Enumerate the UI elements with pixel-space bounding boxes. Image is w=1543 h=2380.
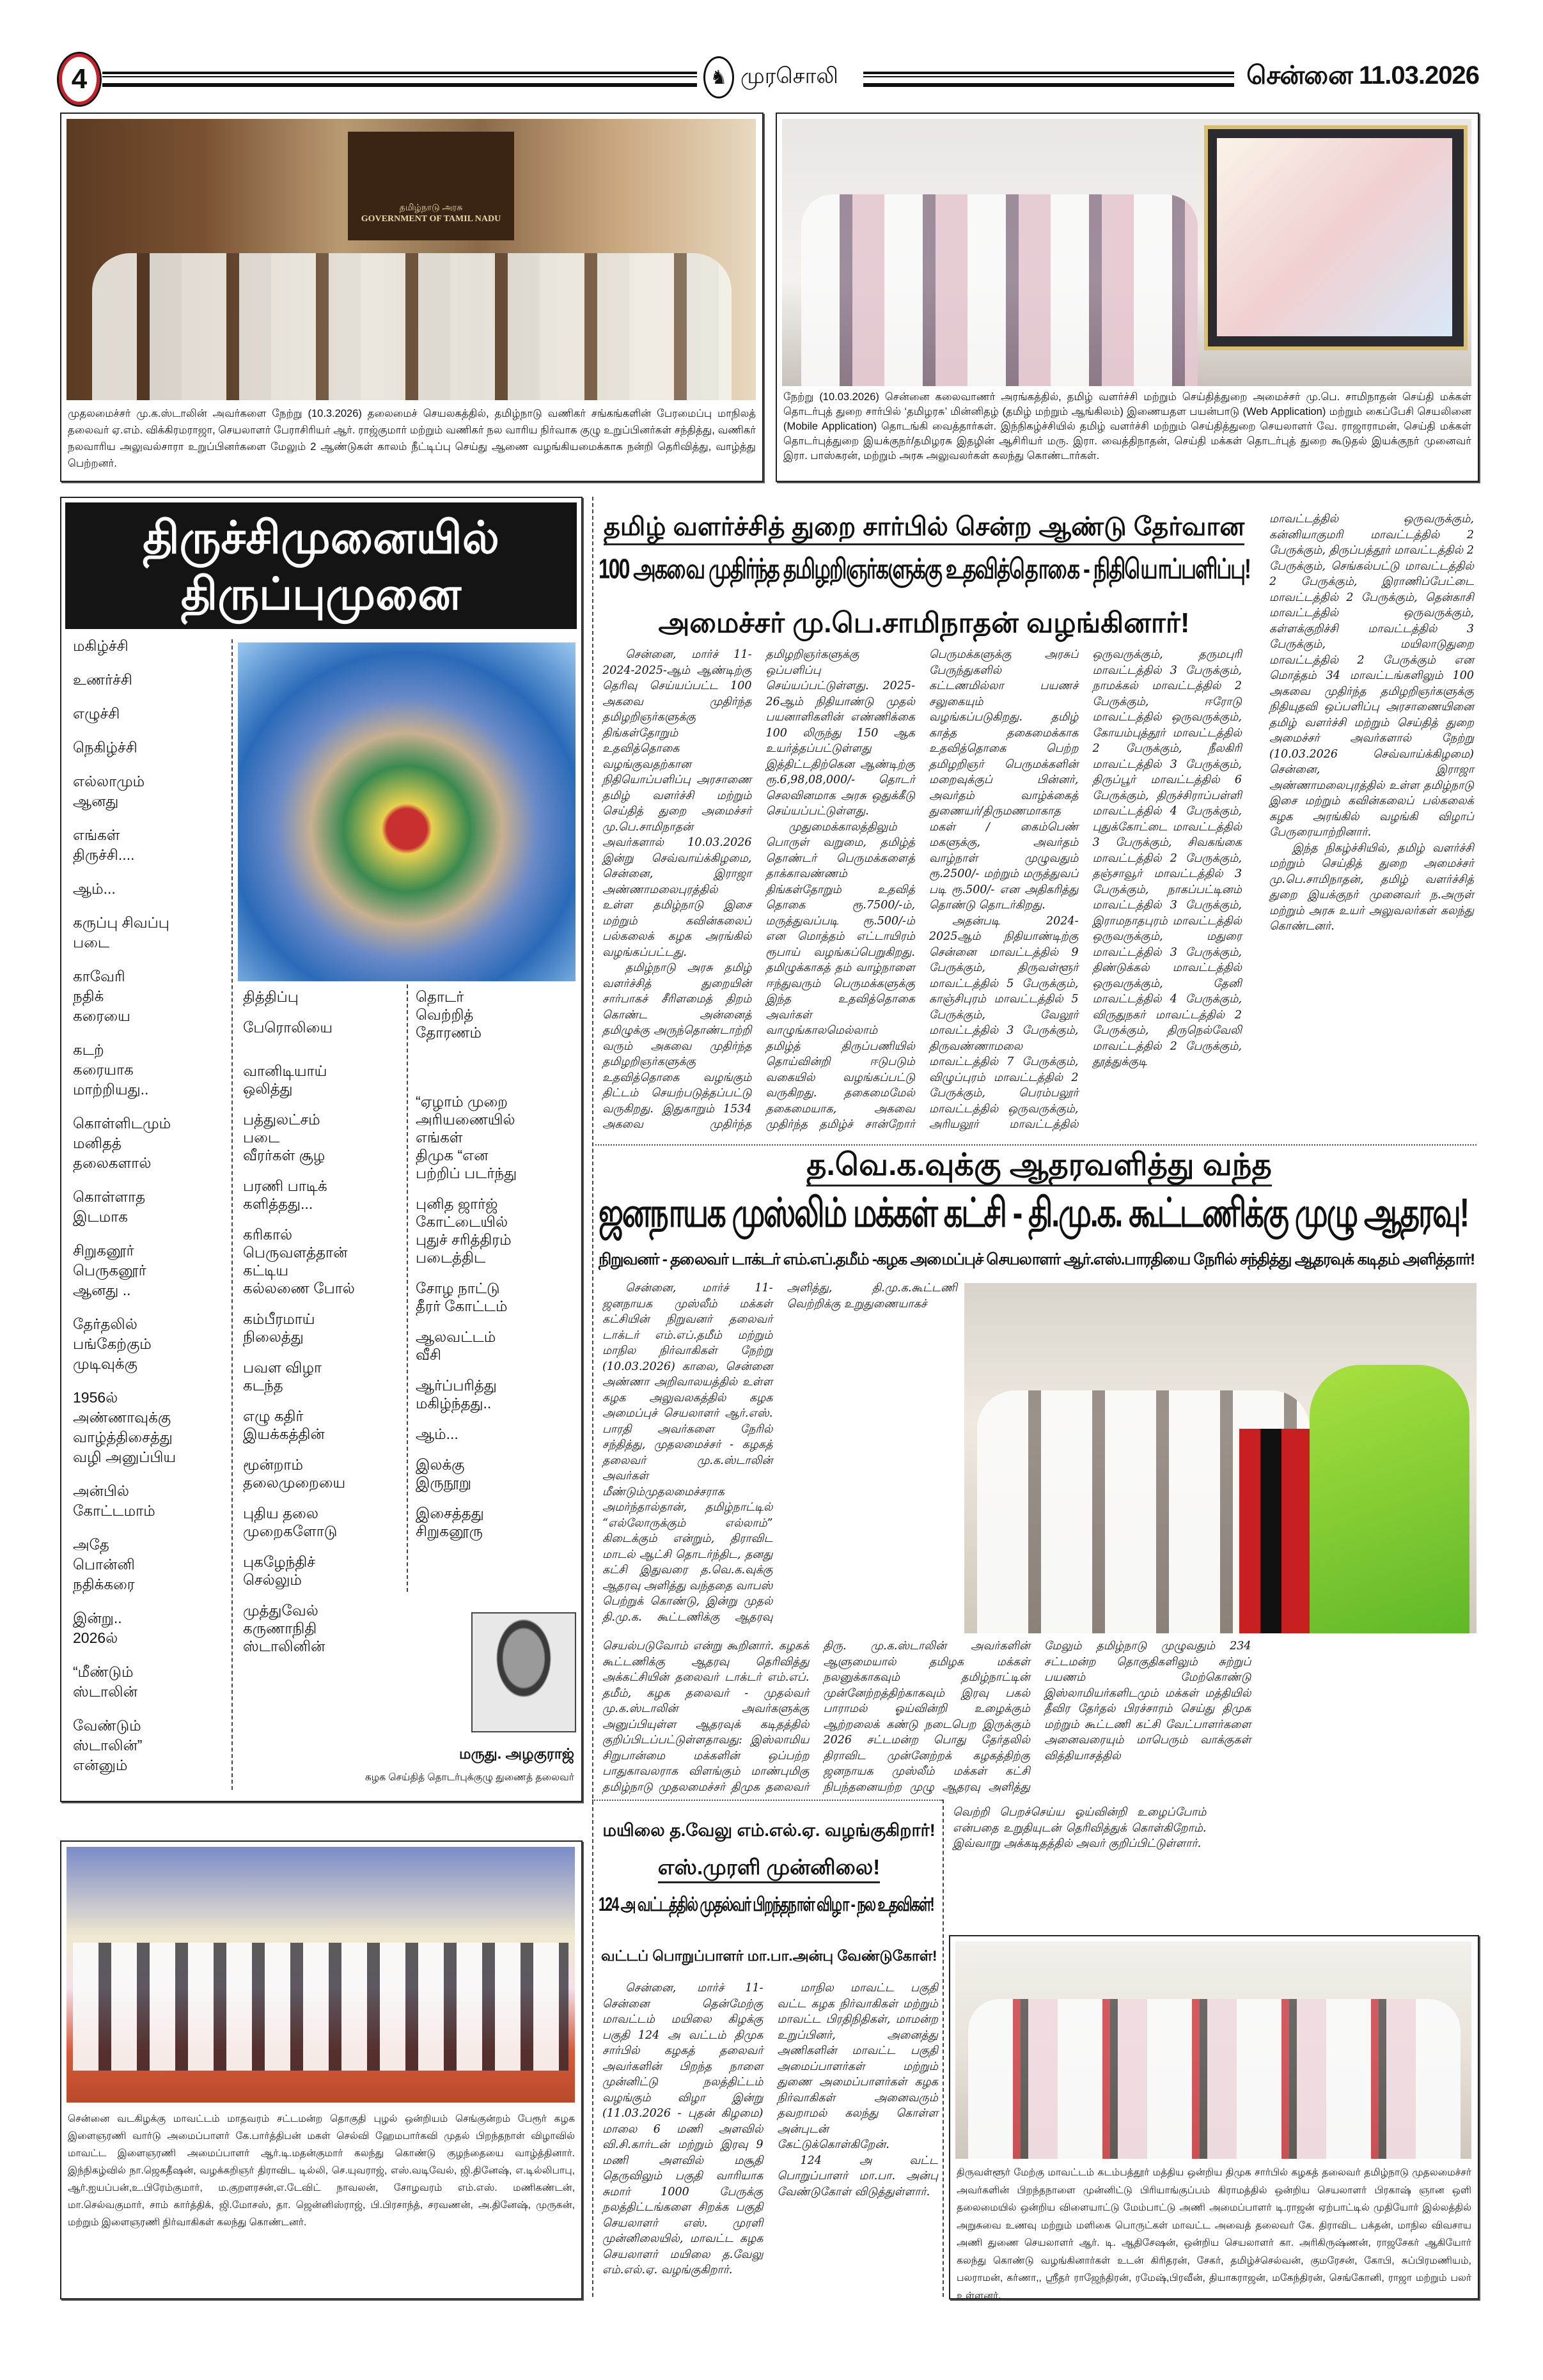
- poem-stanza: புகழேந்திச் செல்லும்: [243, 1553, 316, 1588]
- article1-headline: 100 அகவை முதிர்ந்த தமிழறிஞர்களுக்கு உதவித்தொகை - நிதியொப்பளிப்பு!: [599, 553, 1250, 584]
- article1-kicker: [601, 511, 1247, 543]
- poem-stanza: மூன்றாம் தலைமுறையை: [243, 1456, 346, 1491]
- poem-stanza: ஆர்ப்பரித்து மகிழ்ந்தது..: [416, 1377, 497, 1412]
- poem-stanza: ஆலவட்டம் வீசி: [416, 1328, 496, 1363]
- poem-divider-2: [407, 984, 408, 1592]
- photo-caption: நேற்று (10.03.2026) சென்னை கலைவாணர் அரங்கத்தில், தமிழ் வளர்ச்சி மற்றும் செய்தித்துறை அமைச்சர் மு.பெ. சாமிநாதன் செய்தி மக்கள் தொடர்புத் துறை சார்பில் ‘தமிழரசு’ மின்னிதழ் (தமிழ் மற்றும் ஆங்கிலம்) இணையதள பயன்பாடு (Web Application) மற்றும் கைப்பேசி செயலினை (Mobile Application) தொடங்கி வைத்தார்கள். இந்நிகழ்ச்சியில் தமிழ் வளர்ச்சி மற்றும் செய்தித்துறை செயலாளர் வே. ராஜாராமன், செய்தி மக்கள் தொடர்புத்துறை இயக்குநர்/தமிழரசு இதழின் ஆசிரியர் மரு. இரா. வைத்திநாதன், செய்தி மக்கள் தொடர்புத் துறை கூடுதல் இயக்குநர் முனைவர் இரா. பாஸ்கரன், மற்றும் அரசு அலுவலர்கள் கலந்து கொண்டார்கள்.: [783, 391, 1471, 462]
- page-number: 4: [59, 54, 100, 105]
- photo-support-letter-handover: [964, 1283, 1476, 1633]
- drum-emblem-icon: ♞: [703, 56, 734, 98]
- masthead-logo: [703, 56, 838, 98]
- photo-caption: சென்னை வடகிழக்கு மாவட்டம் மாதவரம் சட்டமன்ற தொகுதி புழல் ஒன்றியம் செங்குன்றம் பேரூர் கழக இளைஞரணி வார்டு அமைப்பாளர் கே.பார்த்திபன் மகள் செல்வி ஹேமபார்கவி முதல் பிறந்தநாள் விழாவில் மாவட்ட இளைஞரணி அமைப்பாளர் ஆர்.டி.மதன்குமார் கலந்து கொண்டு குழந்தையை வாழ்த்தினார். இந்நிகழ்வில் நா.ஜெகதீஷன், வழக்கறிஞர் திராவிட டில்லி, செ.யுவராஜ், எஸ்.வடிவேல், ஜி.தினேஷ், எ.டில்லிபாபு, ஆர்.ஐயப்பன்,உ.பிரேம்குமார், ம.குறளரசன்,எ.டேவிட் நாவலன், சோழவரம் எம்.எஸ். மணிகண்டன், மா.செல்வகுமார், சாம் கார்த்திக், ஜி.மோசஸ், தா. ஜென்னிஸ்ராஜ், பி.பிரசாந்த், சரவணன், அ.தினேஷ், முருகன், மற்றும் இளைஞரணி நிர்வாகிகள் கலந்து கொண்டனர்.: [68, 2113, 575, 2228]
- poem-stanza: கடற் கரையாக மாற்றியது..: [73, 1041, 149, 1098]
- poem-stanza: சிறுகனூர் பெருகனூர் ஆனது ..: [73, 1242, 146, 1298]
- author-photo: [471, 1612, 576, 1732]
- poem-stanza: கொள்ளிடமும் மனிதத் தலைகளால்: [73, 1115, 171, 1171]
- author-title: கழக செய்தித் தொடர்புக்குழு துணைத் தலைவர்: [364, 1772, 574, 1783]
- article2-body-middle: [602, 1638, 1472, 1795]
- photo-oldage-home-distribution: [955, 1941, 1471, 2159]
- poem-title-line2: திருப்புமுனை: [180, 569, 462, 619]
- article1-side-column: [1269, 511, 1474, 1138]
- photo-cm-meeting: [67, 119, 756, 400]
- poem-stanza: பேரொலியை: [243, 1019, 333, 1036]
- poem-stanza: மகிழ்ச்சி: [73, 637, 129, 654]
- paragraph: தமிழ்நாடு அரசு தமிழ் வளர்ச்சித் துறையின் சார்பாகச் சீரிளமைத் திறம் கொண்ட அன்னைத் தமிழுக்கு அருந்தொண்டாற்றி வரும் அகவை முதிர்ந்த தமிழறிஞர்களுக்கு உதவித்தொகை வழங்கும் திட்டம் செயற்படுத்தப்பட்டு வருகிறது. இதுகாறும் 1534 அகவை முதிர்ந்த தமிழறிஞர்களுக்கு ஒப்பளிப்பு செய்யப்பட்டுள்ளது. 2025-26ஆம் நிதியாண்டு முதல் பயனாளிகளின் எண்ணிக்கை 100 லிருந்து 150 ஆக உயர்த்தப்பட்டுள்ளது இத்திட்டதிற்கென ஆண்டிற்கு ரூ.6,98,08,000/- தொடர் செலவினமாக அரசு ஒதுக்கீடு செய்யப்பட்டுள்ளது.: [602, 648, 915, 1131]
- article1-kicker-text: தமிழ் வளர்ச்சித் துறை சார்பில் சென்ற ஆண்டு தேர்வான: [604, 513, 1244, 545]
- photo-caption: திருவள்ளூர் மேற்கு மாவட்டம் கடம்பத்தூர் மத்திய ஒன்றிய திமுக சார்பில் கழகத் தலைவர் தமிழ்நாடு முதலமைச்சர் அவர்களின் பிறந்தநாளை முன்னிட்டு பிரியாங்குப்பம் கிராமத்தில் ஒன்றிய செயலாளர் பிரகாஷ் ஞான ஒளி தலைமையில் ஒன்றிய விளையாட்டு மேம்பாட்டு அணி அமைப்பாளர் டி.ராஜன் ஏற்பாட்டில் முதியோர் இல்லத்தில் அறுசுவை உணவு மற்றும் மளிகை பொருட்கள் மாவட்ட அவைத் தலைவர் கே. திராவிட பக்தன், மாநில விவசாய அணி துணை செயலாளர் ஆர். டி. ஆதிசேஷன், ஒன்றிய செயலாளர் கா. அரிகிருஷ்ணன், ராஜசேகர் ஆகியோர் கலந்து கொண்டு வழங்கினார்கள் உடன் கிரிதரன், சேகர், தமிழ்ச்செல்வன், குமரேசன், கோபி, சுப்பிரமணியம், பலராமன், கர்ணா,, ஸ்ரீதர் ராஜேந்திரன், ரமேஷ்,பிரவீன், தியாகராஜன், மகேந்திரன், செங்கோனி, ராஜா மற்றும் பலர் உள்ளனர்.: [957, 2167, 1471, 2301]
- paragraph: 124 அ வட்ட பொறுப்பாளர் மா.பா. அன்பு வேண்டுகோள் விடுத்துள்ளார்.: [777, 2154, 938, 2198]
- photo-box-cm-meeting: [60, 113, 764, 482]
- poem-stanza: எல்லாமும் ஆனது: [73, 773, 145, 809]
- poem-stanza: பவள விழா கடந்த: [243, 1359, 322, 1394]
- author-name: மருது. அழகுராஜ்: [458, 1745, 574, 1762]
- poem-column-c: [416, 988, 576, 1553]
- paragraph: முதுமைக்காலத்திலும் பொருள் வறுமை, தமிழ்த் தொண்டர் பெருமக்களைத் தாக்காவண்ணம் திங்கள்தோறும் உதவித் தொகை ரூ.7500/-ம், மருத்துவப்படி ரூ.500/-ம் என மொத்தம் எட்டாயிரம் ரூபாய் வழங்கப்பெறுகிறது. தமிழுக்காகத் தம் வாழ்நாளை ஈந்துவரும் பெருமக்களுக்கு இந்த உதவித்தொகை அவர்கள் வாழுங்காலமெல்லாம் தமிழ்த் திருப்பணியில் தொய்வின்றி ஈடுபடும் வகையில் வழங்கப்பட்டு வருகிறது. தகைமைமேல் தகைமையாக, அகவை முதிர்ந்த தமிழ்ச் சான்றோர் பெருமக்களுக்கு அரசுப் பேருந்துகளில் கட்டணமில்லா பயணச் சலுகையும் வழங்கப்படுகிறது. தமிழ் காத்த தகைமைக்காக உதவித்தொகை பெற்ற தமிழறிஞர் பெருமக்களின் மறைவுக்குப் பின்னர், அவர்தம் வாழ்க்கைத் துணையர்/திருமணமாகாத மகள் / கைம்பெண் மகளுக்கு, அவர்தம் வாழ்நாள் முழுவதும் ரூ.2500/- மற்றும் மருத்துவப் படி ரூ.500/- என அதிகரித்து தொண்டு தொடர்கிறது.: [765, 648, 1079, 1131]
- poem-title-line1: திருச்சிமுனையில்: [143, 513, 499, 563]
- article3-body: [602, 1980, 938, 2294]
- poem-column-b: [243, 988, 403, 1668]
- article3-headline: 124 அ வட்டத்தில் முதல்வர் பிறந்தநாள் விழா - நல உதவிகள்!: [599, 1894, 934, 1915]
- poem-stanza: கம்பீரமாய் நிலைத்து: [243, 1311, 315, 1345]
- poem-stanza: 1956ல் அண்ணாவுக்கு வாழ்த்திசைத்து வழி அனுப்பிய: [73, 1389, 176, 1465]
- article3-kicker2-text: எஸ்.முரளி முன்னிலை!: [658, 1855, 880, 1883]
- poem-stanza: காவேரி நதிக் கரையை: [73, 968, 130, 1024]
- poem-stanza: தேர்தலில் பங்கேற்கும் முடிவுக்கு: [73, 1316, 152, 1372]
- poem-divider: [231, 639, 233, 1790]
- photo-caption: முதலமைச்சர் மு.க.ஸ்டாலின் அவர்களை நேற்று (10.3.2026) தலைமைச் செயலகத்தில், தமிழ்நாடு வணிகர் சங்கங்களின் பேரமைப்பு மாநிலத் தலைவர் ஏ.எம். விக்கிரமராஜா, செயலாளர் பேராசிரியர் ஆர். ராஜ்குமார் மற்றும் வணிகர் நல வாரிய நிர்வாக குழு உறுப்பினர்கள் சந்தித்து, வணிகர் நலவாரிய அலுவல்சாரா உறுப்பினர்களை மேலும் 2 ஆண்டுகள் காலம் நீட்டிப்பு செய்து ஆணை வழங்கியமைக்காக நன்றி தெரிவித்து, வாழ்த்து பெற்றனர்.: [68, 408, 756, 469]
- poem-stanza: ஆம்...: [416, 1426, 458, 1442]
- article2-kicker-text: த.வெ.க.வுக்கு ஆதரவளித்து வந்த: [806, 1148, 1272, 1186]
- poem-stanza: வேண்டும் ஸ்டாலின்” என்னும்: [73, 1717, 143, 1773]
- column-rule: [943, 1800, 944, 2297]
- poem-stanza: முத்துவேல் கருணாநிதி ஸ்டாலினின்: [243, 1602, 325, 1654]
- poem-stanza: சோழ நாட்டு தீரர் கோட்டம்: [416, 1280, 508, 1314]
- poem-stanza: எழுச்சி: [73, 705, 120, 722]
- launch-screen: [1204, 125, 1468, 350]
- poem-title: [65, 502, 577, 629]
- masthead-title: முரசொலி: [740, 63, 838, 88]
- poem-stanza: நெகிழ்ச்சி: [73, 739, 137, 756]
- paragraph: வெற்றி பெறச்செய்ய ஓய்வின்றி உழைப்போம் என்பதை உறுதியுடன் தெரிவித்துக் கொள்கிறோம். இவ்வாறு அக்கடிதத்தில் அவர் குறிப்பிட்டுள்ளார்.: [953, 1806, 1207, 1850]
- group-of-people: [92, 253, 732, 400]
- poem-stanza: இலக்கு இருநூறு: [416, 1456, 472, 1491]
- paragraph: மாவட்டத்தில் ஒருவருக்கும், கன்னியாகுமரி மாவட்டத்தில் 2 பேருக்கும், திருப்பத்தூர் மாவட்டத்தில் 2 பேருக்கும், செங்கல்பட்டு மாவட்டத்தில் 2 பேருக்கும், இராணிப்பேட்டை மாவட்டத்தில் 2 பேருக்கும், தென்காசி மாவட்டத்தில் ஒருவருக்கும், கள்ளக்குறிச்சி மாவட்டத்தில் 3 பேருக்கும், மயிலாடுதுறை மாவட்டத்தில் 2 பேருக்கும் என மொத்தம் 34 மாவட்டங்களிலும் 100 அகவை முதிர்ந்த தமிழறிஞர்களுக்கு நிதியுதவி ஒப்பளிப்பு அரசாணையினை தமிழ் வளர்ச்சி மற்றும் செய்தித் துறை அமைச்சர் அவர்களால் நேற்று (10.03.2026 செவ்வாய்க்கிழமை) சென்னை, இராஜா அண்ணாமலைபுரத்தில் உள்ள தமிழ்நாடு இசை மற்றும் கவின்கலைப் பல்கலைக் கழக அரங்கில் வழங்கி விழாப் பேருரையாற்றினார்.: [1269, 513, 1474, 839]
- wall-text-tamil: தமிழ்நாடு அரசு: [399, 202, 463, 212]
- photo-app-launch: [782, 119, 1471, 386]
- poem-column-a: [73, 636, 226, 1789]
- paragraph: அதன்படி 2024-2025ஆம் நிதியாண்டிற்கு சென்னை மாவட்டத்தில் 9 பேருக்கும், திருவள்ளூர் மாவட்டத்தில் 5 பேருக்கும், காஞ்சிபுரம் மாவட்டத்தில் 5 பேருக்கும், வேலூர் மாவட்டத்தில் 3 பேருக்கும், திருவண்ணாமலை மாவட்டத்தில் 7 பேருக்கும், விழுப்புரம் மாவட்டத்தில் 2 பேருக்கும், பெரம்பலூர் மாவட்டத்தில் ஒருவருக்கும், அரியலூர் மாவட்டத்தில் ஒருவருக்கும், தருமபுரி மாவட்டத்தில் 3 பேருக்கும், நாமக்கல் மாவட்டத்தில் 2 பேருக்கும், ஈரோடு மாவட்டத்தில் ஒருவருக்கும், கோயம்புத்தூர் மாவட்டத்தில் 2 பேருக்கும், நீலகிரி மாவட்டத்தில் 3 பேருக்கும், திருப்பூர் மாவட்டத்தில் 6 பேருக்கும், திருச்சிராப்பள்ளி மாவட்டத்தில் 4 பேருக்கும், புதுக்கோட்டை மாவட்டத்தில் 3 பேருக்கும், சிவகங்கை மாவட்டத்தில் 2 பேருக்கும், தஞ்சாவூர் மாவட்டத்தில் 3 பேருக்கும், நாகப்பட்டினம் மாவட்டத்தில் 3 பேருக்கும், இராமநாதபுரம் மாவட்டத்தில் ஒருவருக்கும், மதுரை மாவட்டத்தில் 3 பேருக்கும், திண்டுக்கல் மாவட்டத்தில் ஒருவருக்கும், தேனி மாவட்டத்தில் 4 பேருக்கும், விருதுநகர் மாவட்டத்தில் 2 பேருக்கும், திருநெல்வேலி மாவட்டத்தில் 2 பேருக்கும், தூத்துக்குடி: [929, 648, 1242, 1131]
- poem-stanza: எங்கள் திருச்சி....: [73, 827, 135, 863]
- poem-stanza: உணர்ச்சி: [73, 671, 132, 688]
- government-emblem-board: [348, 132, 514, 240]
- article3-subhead: வட்டப் பொறுப்பாளர் மா.பா.அன்பு வேண்டுகோள்!: [601, 1948, 937, 1964]
- article2-body-bottom: [953, 1805, 1474, 1930]
- photo-trichy-rally-crowd: [238, 642, 576, 981]
- wall-text-english: GOVERNMENT OF TAMIL NADU: [361, 214, 501, 224]
- poem-stanza: கொள்ளாத இடமாக: [73, 1188, 146, 1225]
- section-divider: [592, 1800, 943, 1801]
- photo-box-app-launch: [776, 113, 1479, 482]
- poem-stanza: பத்துலட்சம் படை வீரர்கள் சூழ: [243, 1111, 325, 1163]
- paragraph: செயல்படுவோம் என்று கூறினார். கழகக் கூட்டணிக்கு ஆதரவு தெரிவித்து அக்கட்சியின் தலைவர் டாக்டர் எம்.எப். தமீம், கழக தலைவர் - முதல்வர் மு.க.ஸ்டாலின் அவர்களுக்கு அனுப்பியுள்ள ஆதரவுக் கடிதத்தில் குறிப்பிடப்பட்டுள்ளதாவது: இஸ்லாமிய சிறுபான்மை மக்களின் ஒப்பற்ற பாதுகாவலராக விளங்கும் மாண்புமிகு தமிழ்நாடு முதலமைச்சர் திமுக தலைவர் திரு. மு.க.ஸ்டாலின் அவர்களின் ஆளுமையால் தமிழக மக்கள் நலனுக்காகவும் தமிழ்நாட்டின் முன்னேற்றத்திற்காகவும் இரவு பகல் பாராமல் ஓய்வின்றி உழைக்கும் ஆற்றலைக் கண்டு நடைபெற இருக்கும் 2026 சட்டமன்ற பொது தேர்தலில் திராவிட முன்னேற்றக் கழகத்திற்கு ஜனநாயக முஸ்லீம் மக்கள் கட்சி நிபந்தனையற்ற முழு ஆதரவு அளித்து மேலும் தமிழ்நாடு முழுவதும் 234 சட்டமன்ற தொகுதிகளிலும் சுற்றுப் பயணம் மேற்கொண்டு இஸ்லாமியர்களிடமும் மக்கள் மத்தியில் தீவிர தேர்தல் பிரச்சாரம் செய்து திமுக மற்றும் கூட்டணி கட்சி வேட்பாளர்களை அனைவரையும் மாபெரும் வாக்குகள் வித்தியாசத்தில்: [602, 1640, 1251, 1794]
- photo-birthday-celebration: [67, 1847, 575, 2103]
- poem-stanza: தித்திப்பு: [243, 988, 299, 1005]
- header-rule-right: [863, 72, 1234, 87]
- paragraph: சென்னை, மார்ச் 11- சென்னை தென்மேற்கு மாவட்டம் மயிலை கிழக்கு பகுதி 124 அ வட்டம் திமுக சார்பில் கழகத் தலைவர் அவர்களின் பிறந்த நாளை முன்னிட்டு நலத்திட்டம் வழங்கும் விழா இன்று (11.03.2026 - புதன் கிழமை) மாலை 6 மணி அளவில் வி.சி.கார்டன் மற்றும் இரவு 9 மணி அளவில் மசூதி தெருவிலும் பகுதி வாரியாக சுமார் 1000 பேருக்கு நலத்திட்டங்களை சிறக்க பகுதி செயலாளர் எஸ். முரளி முன்னிலையில், மாவட்ட கழக செயலாளர் மயிலை த.வேலு எம்.எல்.ஏ. வழங்குகிறார்.: [602, 1982, 764, 2276]
- poem-stanza: வானிடியாய் ஒலித்து: [243, 1062, 327, 1097]
- poem-stanza: இன்று.. 2026ல்: [73, 1610, 122, 1646]
- poem-stanza: எழு கதிர் இயக்கத்தின்: [243, 1408, 325, 1442]
- article1-subhead: அமைச்சர் மு.பெ.சாமிநாதன் வழங்கினார்!: [658, 607, 1190, 639]
- poem-stanza: தொடர் வெற்றித் தோரணம்: [416, 988, 482, 1041]
- article3-kicker: மயிலை த.வேலு எம்.எல்.ஏ. வழங்குகிறார்!: [602, 1821, 936, 1840]
- photo-box-birthday: [60, 1840, 583, 2299]
- poem-stanza: அதே பொன்னி நதிக்கரை: [73, 1536, 135, 1592]
- poem-stanza: பரணி பாடிக் களித்தது...: [243, 1178, 327, 1212]
- article1-body: [602, 647, 1242, 1139]
- article2-headline: ஜனநாயக முஸ்லிம் மக்கள் கட்சி - தி.மு.க. கூட்டணிக்கு முழு ஆதரவு!: [599, 1190, 1469, 1236]
- photo-box-oldage-home: [949, 1935, 1479, 2299]
- paragraph: இந்த நிகழ்ச்சியில், தமிழ் வளர்ச்சி மற்றும் செய்தித் துறை அமைச்சர் மு.பெ.சாமிநாதன், தமிழ் வளர்ச்சித் துறை இயக்குநர் முனைவர் ந.அருள் மற்றும் அரசு உயர் அலுவலர்கள் கலந்து கொண்டனர்.: [1269, 841, 1474, 933]
- poem-stanza: “மீண்டும் ஸ்டாலின்: [73, 1663, 137, 1700]
- group-of-people: [801, 194, 1198, 386]
- header-rule-left: [102, 72, 697, 87]
- section-divider: [592, 1144, 1476, 1146]
- poem-stanza: அன்பில் கோட்டமாம்: [73, 1482, 155, 1519]
- paragraph: சென்னை, மார்ச் 11- 2024-2025-ஆம் ஆண்டிற்கு தெரிவு செய்யப்பட்ட 100 அகவை முதிர்ந்த தமிழறிஞர்களுக்கு திங்கள்தோறும் உதவித்தொகை வழங்குவதற்கான நிதியொப்பளிப்பு அரசாணை தமிழ் வளர்ச்சி மற்றும் செய்தித் துறை அமைச்சர் மு.பெ.சாமிநாதன் அவர்களால் 10.03.2026 இன்று செவ்வாய்க்கிழமை, சென்னை, இராஜா அண்ணாமலைபுரத்தில் உள்ள தமிழ்நாடு இசை மற்றும் கவின்கலைப் பல்கலைக் கழக அரங்கில் வழங்கப்பட்டது.: [602, 648, 752, 959]
- poem-stanza: கரிகால் பெருவளத்தான் கட்டிய கல்லணை போல்: [243, 1226, 355, 1296]
- poem-stanza: கருப்பு சிவப்பு படை: [73, 914, 169, 951]
- paragraph: சென்னை, மார்ச் 11- ஜனநாயக முஸ்லீம் மக்கள் கட்சியின் நிறுவனர் தலைவர் டாக்டர் எம்.எப்.தமீம் மற்றும் மாநில நிர்வாகிகள் நேற்று (10.03.2026) காலை, சென்னை அண்ணா அறிவாலயத்தில் உள்ள கழக அலுவலகத்தில் கழக அமைப்புச் செயலாளர் ஆர்.எஸ். பாரதி அவர்களை நேரில் சந்தித்து, முதலமைச்சர் - கழகத் தலைவர் மு.க.ஸ்டாலின் அவர்கள் மீண்டும்முதலமைச்சராக அமர்ந்தால்தான், தமிழ்நாட்டில் “எல்லோருக்கும் எல்லாம்” கிடைக்கும் என்றும், திராவிட மாடல் ஆட்சி தொடர்ந்திட, தனது கட்சி இதுவரை த.வெ.க.வுக்கு ஆதரவு அளித்து வந்ததை வாபஸ் பெற்றுக் கொண்டு, இன்று முதல் தி.மு.க. கூட்டணிக்கு ஆதரவு அளித்து, தி.மு.க.கூட்டணி வெற்றிக்கு உறுதுணையாகச்: [602, 1282, 957, 1624]
- article2-kicker: [601, 1147, 1477, 1183]
- article2-subhead: நிறுவனர் - தலைவர் டாக்டர் எம்.எப்.தமீம் -கழக அமைப்புச் செயலாளர் ஆர்.எஸ்.பாரதியை நேரில் சந்தித்து ஆதரவுக் கடிதம் அளித்தார்!: [599, 1251, 1475, 1268]
- city-date: சென்னை 11.03.2026: [1246, 61, 1479, 89]
- poem-stanza: ஆம்...: [73, 880, 116, 897]
- poem-stanza: புனித ஜார்ஜ் கோட்டையில் புதுச் சரித்திரம் படைத்திட: [416, 1195, 512, 1266]
- paragraph: மாநில மாவட்ட பகுதி வட்ட கழக நிர்வாகிகள் மற்றும் மாவட்ட பிரதிநிதிகள், மாமன்ற உறுப்பினர், அனைத்து அணிகளின் மாவட்ட பகுதி அமைப்பாளர்கள் மற்றும் துணை அமைப்பாளர்கள் கழக நிர்வாகிகள் அனைவரும் தவறாமல் கலந்து கொள்ள அன்புடன் கேட்டுக்கொள்கிறேன்.: [777, 1982, 938, 2151]
- article3-kicker2: [601, 1854, 937, 1881]
- poem-stanza: “ஏழாம் முறை அரியணையில் எங்கள் திமுக “என பற்றிப் படர்ந்து: [416, 1093, 517, 1181]
- article2-body-top: [602, 1280, 957, 1632]
- poem-stanza: புதிய தலை முறைகளோடு: [243, 1505, 338, 1539]
- poem-stanza: இசைத்தது சிறுகனூரு: [416, 1505, 484, 1539]
- column-rule: [592, 497, 593, 2297]
